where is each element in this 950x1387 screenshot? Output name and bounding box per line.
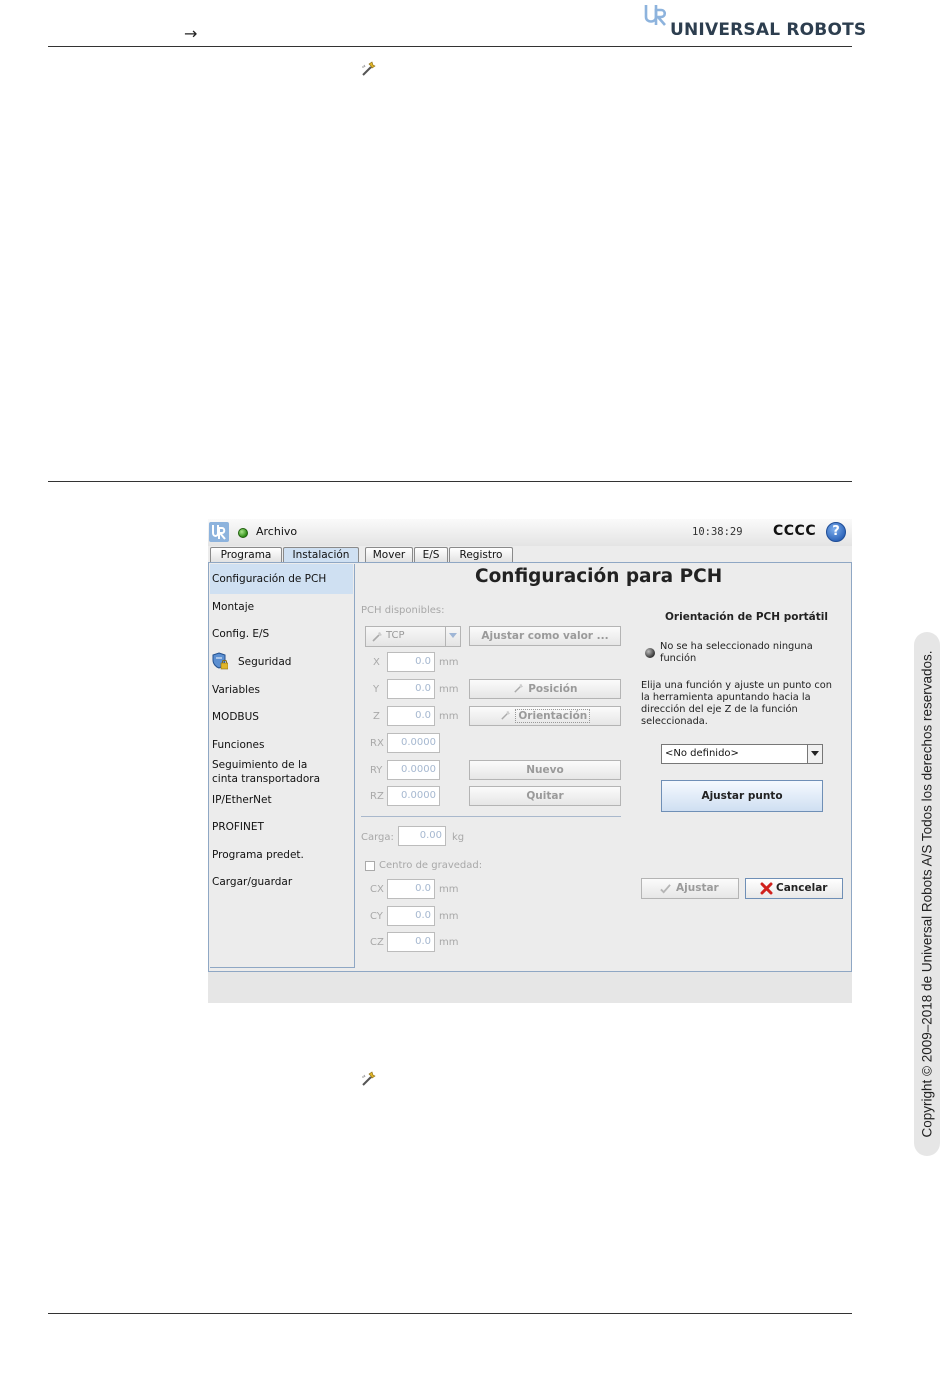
sidebar-item-pch-config[interactable]: Configuración de PCH (210, 564, 353, 594)
page-title: Configuración para PCH (475, 566, 723, 587)
cog-label: Centro de gravedad: (379, 860, 483, 871)
cog-checkbox[interactable] (365, 861, 375, 871)
no-feature-text-1: No se ha seleccionado ninguna (660, 641, 813, 652)
sidebar-item-montaje[interactable]: Montaje (212, 601, 255, 613)
cz-label: CZ (370, 937, 384, 948)
header-rule (48, 46, 852, 47)
tab-instalacion[interactable]: Instalación (283, 547, 359, 562)
brand-logo (644, 4, 867, 44)
x-label: X (373, 657, 380, 668)
status-ok-icon (238, 528, 248, 538)
orientation-button[interactable] (469, 706, 621, 726)
ry-label: RY (370, 765, 383, 776)
available-tcp-label: PCH disponibles: (361, 605, 445, 616)
y-label: Y (373, 684, 380, 695)
orientation-button-label: Orientación (515, 709, 590, 723)
cancel-button[interactable] (745, 878, 843, 899)
payload-unit: kg (452, 832, 465, 843)
tab-programa[interactable]: Programa (210, 547, 282, 562)
brand-name: UNIVERSAL ROBOTS (670, 20, 867, 40)
sidebar-item-cargar-guardar[interactable]: Cargar/guardar (212, 876, 293, 888)
sidebar-item-modbus[interactable]: MODBUS (212, 711, 259, 723)
cx-field[interactable]: 0.0 (387, 879, 435, 899)
wand-icon (360, 1071, 376, 1087)
position-button-label: Posición (528, 683, 578, 695)
footer-rule (48, 1313, 852, 1314)
clock: 10:38:29 (692, 526, 743, 538)
rz-field[interactable]: 0.0000 (387, 786, 440, 806)
instructions-line-4: seleccionada. (641, 716, 708, 727)
tab-es[interactable]: E/S (414, 547, 448, 562)
rz-label: RZ (370, 791, 384, 802)
instructions-line-1: Elija una función y ajuste un punto con (641, 680, 832, 691)
file-menu[interactable]: Archivo (256, 525, 298, 538)
cx-unit: mm (439, 884, 459, 895)
feature-select[interactable] (661, 744, 823, 764)
tab-mover[interactable]: Mover (365, 547, 413, 562)
y-field[interactable]: 0.0 (387, 679, 435, 699)
sidebar (210, 564, 355, 968)
cy-unit: mm (439, 911, 459, 922)
no-feature-text-2: función (660, 653, 697, 664)
top-bar (208, 519, 852, 546)
sidebar-item-profinet[interactable]: PROFINET (212, 821, 264, 833)
sidebar-item-variables[interactable]: Variables (212, 684, 260, 696)
sidebar-item-seguridad[interactable]: Seguridad (238, 656, 292, 668)
chevron-down-icon (807, 745, 822, 763)
sidebar-item-seguimiento[interactable]: Seguimiento de la (212, 759, 308, 771)
cz-unit: mm (439, 937, 459, 948)
tcp-select-value: TCP (386, 630, 405, 641)
ur-logo-icon (644, 4, 668, 26)
rx-label: RX (370, 738, 384, 749)
z-field[interactable]: 0.0 (387, 706, 435, 726)
z-unit: mm (439, 711, 459, 722)
check-icon (660, 883, 671, 894)
section-rule (48, 481, 852, 482)
robot-name: CCCC (773, 523, 817, 539)
shield-lock-icon (212, 652, 228, 670)
copyright-tab (914, 632, 940, 1156)
tcp-select[interactable] (365, 626, 461, 647)
set-default-button[interactable]: Ajustar como valor ... (469, 626, 621, 646)
new-button[interactable]: Nuevo (469, 760, 621, 780)
chevron-down-icon (445, 627, 460, 646)
z-label: Z (373, 711, 380, 722)
sidebar-item-funciones[interactable]: Funciones (212, 739, 265, 751)
ry-field[interactable]: 0.0000 (387, 760, 440, 780)
cancel-button-label: Cancelar (776, 882, 828, 894)
set-point-button[interactable]: Ajustar punto (661, 780, 823, 812)
apply-button[interactable] (641, 878, 739, 899)
copyright-text: Copyright © 2009–2018 de Universal Robots A/S Todos los derechos reservados. (919, 650, 935, 1138)
y-unit: mm (439, 684, 459, 695)
payload-label: Carga: (361, 832, 394, 843)
position-button[interactable] (469, 679, 621, 699)
divider (361, 816, 621, 817)
instructions-line-2: la herramienta apuntando hacia la (641, 692, 811, 703)
sidebar-item-programa-predet[interactable]: Programa predet. (212, 849, 304, 861)
help-icon[interactable]: ? (826, 522, 846, 542)
content-frame (208, 562, 852, 972)
portable-orientation-title: Orientación de PCH portátil (665, 611, 828, 623)
payload-field[interactable]: 0.00 (398, 826, 446, 846)
header-arrow: → (184, 24, 198, 43)
sidebar-item-seguimiento-cont[interactable]: cinta transportadora (212, 773, 321, 785)
ur-logo-icon (209, 522, 229, 542)
x-field[interactable]: 0.0 (387, 652, 435, 672)
red-x-icon (760, 882, 773, 895)
tab-registro[interactable]: Registro (449, 547, 513, 562)
cx-label: CX (370, 884, 384, 895)
wand-icon (360, 61, 376, 77)
cz-field[interactable]: 0.0 (387, 932, 435, 952)
rx-field[interactable]: 0.0000 (387, 733, 440, 753)
cy-label: CY (370, 911, 383, 922)
apply-button-label: Ajustar (676, 882, 719, 894)
sidebar-item-config-es[interactable]: Config. E/S (212, 628, 270, 640)
feature-select-value: <No definido> (665, 748, 739, 759)
bottom-bar (208, 972, 852, 1003)
remove-button[interactable]: Quitar (469, 786, 621, 806)
instructions-line-3: dirección del eje Z de la función (641, 704, 798, 715)
status-dot-icon (645, 648, 655, 658)
polyscope-screen (208, 519, 852, 1003)
x-unit: mm (439, 657, 459, 668)
sidebar-item-ethernet[interactable]: IP/EtherNet (212, 794, 272, 806)
cy-field[interactable]: 0.0 (387, 906, 435, 926)
wand-icon (371, 631, 383, 643)
